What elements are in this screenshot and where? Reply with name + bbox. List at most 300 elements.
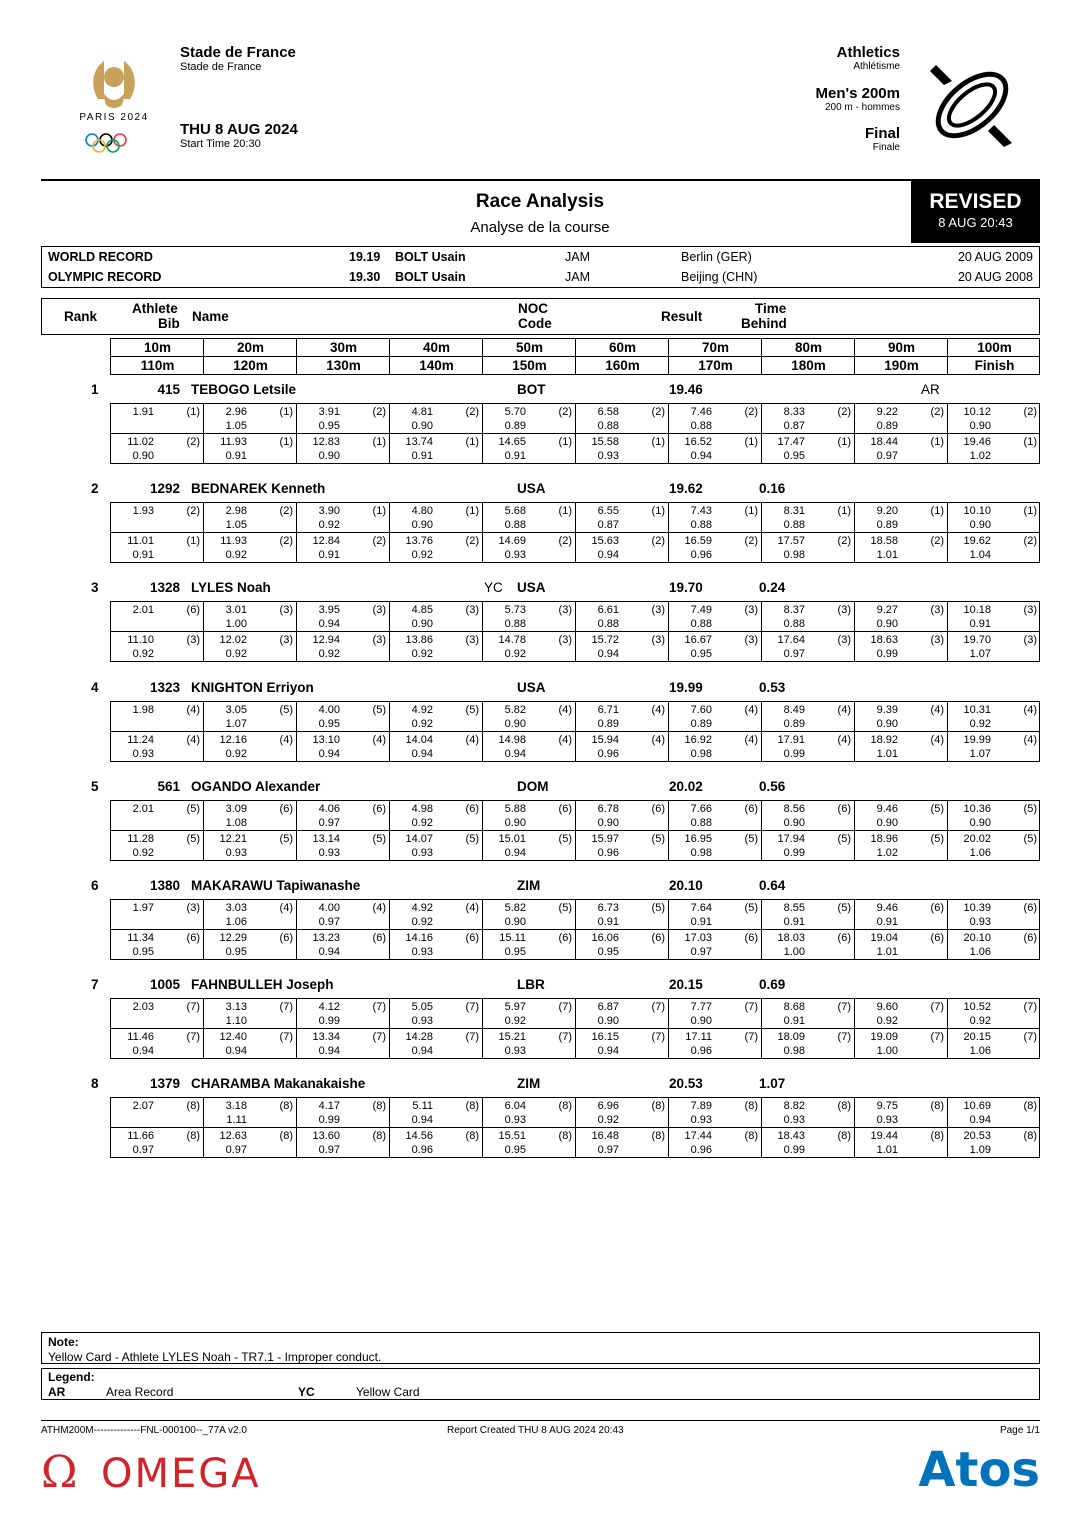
split-time: 15.97 xyxy=(591,833,619,845)
split-rank: (2) xyxy=(837,535,851,547)
split-cell xyxy=(297,602,390,632)
split-cell xyxy=(948,999,1041,1029)
split-segment-time: 0.88 xyxy=(690,618,712,630)
split-time: 13.60 xyxy=(312,1130,340,1142)
split-segment-time: 0.90 xyxy=(504,916,526,928)
split-time: 2.01 xyxy=(132,803,154,815)
athlete-row xyxy=(0,976,1080,994)
split-rank: (3) xyxy=(372,604,386,616)
split-cell xyxy=(669,801,762,831)
split-time: 10.52 xyxy=(963,1001,991,1013)
split-segment-time: 1.01 xyxy=(876,549,898,561)
split-segment-time: 0.88 xyxy=(504,519,526,531)
split-segment-time: 0.94 xyxy=(132,1045,154,1057)
paris-2024-logo xyxy=(62,55,166,155)
split-segment-time: 0.92 xyxy=(876,1015,898,1027)
split-rank: (7) xyxy=(744,1001,758,1013)
split-rank: (1) xyxy=(651,436,665,448)
athlete-time-behind: 0.53 xyxy=(759,680,786,695)
split-cell xyxy=(297,900,390,930)
split-segment-time: 0.95 xyxy=(318,718,340,730)
split-cell xyxy=(669,732,762,762)
split-time: 10.10 xyxy=(963,505,991,517)
split-cell xyxy=(669,900,762,930)
split-cell xyxy=(111,404,204,434)
split-segment-time: 0.91 xyxy=(969,618,991,630)
split-segment-time: 0.97 xyxy=(783,648,805,660)
split-cell xyxy=(576,900,669,930)
split-time: 15.11 xyxy=(499,932,526,944)
split-cell xyxy=(390,1029,483,1059)
split-rank: (7) xyxy=(837,1001,851,1013)
split-rank: (3) xyxy=(744,634,758,646)
split-time: 6.58 xyxy=(597,406,619,418)
split-cell xyxy=(204,999,297,1029)
split-segment-time: 0.99 xyxy=(783,847,805,859)
split-time: 1.97 xyxy=(132,902,154,914)
athlete-name: OGANDO Alexander xyxy=(191,779,321,794)
split-time: 11.28 xyxy=(127,833,154,845)
split-cell xyxy=(204,632,297,662)
split-segment-time: 0.95 xyxy=(504,946,526,958)
split-time: 18.09 xyxy=(777,1031,805,1043)
split-segment-time: 0.90 xyxy=(132,450,154,462)
split-distance: 30m xyxy=(329,340,358,355)
split-time: 12.94 xyxy=(312,634,340,646)
split-grid xyxy=(110,502,1040,563)
split-time: 10.69 xyxy=(963,1100,991,1112)
split-rank: (8) xyxy=(558,1100,572,1112)
split-cell xyxy=(762,632,855,662)
split-cell xyxy=(111,801,204,831)
split-rank: (2) xyxy=(558,406,572,418)
legend-code-ar: AR xyxy=(48,1385,66,1399)
split-time: 6.87 xyxy=(597,1001,619,1013)
split-cell xyxy=(576,732,669,762)
split-segment-time: 0.92 xyxy=(504,648,526,660)
split-time: 6.04 xyxy=(504,1100,526,1112)
split-rank: (1) xyxy=(558,505,572,517)
athlete-result: 19.46 xyxy=(669,382,703,397)
split-cell xyxy=(204,831,297,861)
split-rank: (6) xyxy=(372,932,386,944)
split-segment-time: 0.90 xyxy=(504,718,526,730)
split-segment-time: 0.91 xyxy=(783,1015,805,1027)
split-cell xyxy=(204,1029,297,1059)
split-segment-time: 0.94 xyxy=(318,618,340,630)
split-cell xyxy=(762,1098,855,1128)
athlete-rank: 4 xyxy=(91,680,99,695)
split-time: 2.96 xyxy=(225,406,247,418)
athlete-bib: 1328 xyxy=(149,580,180,595)
split-segment-time: 0.92 xyxy=(132,847,154,859)
split-segment-time: 0.94 xyxy=(597,1045,619,1057)
split-cell xyxy=(390,930,483,960)
split-segment-time: 0.94 xyxy=(597,648,619,660)
split-segment-time: 0.90 xyxy=(504,817,526,829)
split-distance: 180m xyxy=(791,358,826,373)
split-segment-time: 0.90 xyxy=(411,420,433,432)
split-time: 17.94 xyxy=(777,833,805,845)
split-rank: (5) xyxy=(930,803,944,815)
atos-logo: Atos xyxy=(918,1442,1040,1498)
split-segment-time: 1.07 xyxy=(225,718,247,730)
athlete-row xyxy=(0,778,1080,796)
split-rank: (3) xyxy=(837,634,851,646)
split-distance: 50m xyxy=(515,340,544,355)
split-grid xyxy=(110,899,1040,960)
split-time: 9.46 xyxy=(876,902,898,914)
split-cell xyxy=(576,602,669,632)
split-rank: (5) xyxy=(837,902,851,914)
split-cell xyxy=(762,801,855,831)
split-time: 4.17 xyxy=(318,1100,340,1112)
grid-line xyxy=(111,631,1039,632)
split-cell xyxy=(390,900,483,930)
phase-name: Final xyxy=(864,125,900,142)
split-segment-time: 0.93 xyxy=(225,847,247,859)
split-rank: (5) xyxy=(465,704,479,716)
split-segment-time: 1.06 xyxy=(969,847,991,859)
split-rank: (7) xyxy=(465,1001,479,1013)
split-distance: 150m xyxy=(512,358,547,373)
split-time: 14.28 xyxy=(405,1031,433,1043)
athlete-rank: 8 xyxy=(91,1076,99,1091)
split-cell xyxy=(297,503,390,533)
split-rank: (8) xyxy=(558,1130,572,1142)
split-time: 3.03 xyxy=(225,902,247,914)
record-place: Beijing (CHN) xyxy=(681,270,758,284)
split-time: 17.44 xyxy=(684,1130,712,1142)
split-segment-time: 0.99 xyxy=(783,748,805,760)
split-rank: (1) xyxy=(744,436,758,448)
split-rank: (2) xyxy=(279,535,293,547)
split-rank: (1) xyxy=(837,505,851,517)
split-time: 11.46 xyxy=(127,1031,154,1043)
split-distance: 10m xyxy=(143,340,172,355)
split-time: 10.18 xyxy=(963,604,991,616)
split-cell xyxy=(855,632,948,662)
split-time: 11.10 xyxy=(127,634,154,646)
split-time: 7.60 xyxy=(690,704,712,716)
split-distance: 70m xyxy=(701,340,730,355)
split-time: 12.21 xyxy=(219,833,247,845)
split-time: 7.89 xyxy=(690,1100,712,1112)
athlete-name: FAHNBULLEH Joseph xyxy=(191,977,334,992)
column-header xyxy=(41,298,1040,335)
athlete-rank: 7 xyxy=(91,977,99,992)
split-segment-time: 0.87 xyxy=(597,519,619,531)
split-cell xyxy=(669,1128,762,1158)
grid-line xyxy=(111,1127,1039,1128)
split-rank: (6) xyxy=(558,932,572,944)
split-cell xyxy=(204,732,297,762)
split-segment-time: 0.93 xyxy=(504,549,526,561)
split-cell xyxy=(204,533,297,563)
split-rank: (3) xyxy=(651,604,665,616)
split-time: 14.16 xyxy=(405,932,433,944)
split-segment-time: 0.95 xyxy=(597,946,619,958)
split-grid xyxy=(110,1097,1040,1158)
split-rank: (2) xyxy=(1023,406,1037,418)
split-time: 15.72 xyxy=(591,634,619,646)
split-segment-time: 0.97 xyxy=(318,1144,340,1156)
split-cell xyxy=(669,702,762,732)
legend-desc-yc: Yellow Card xyxy=(356,1385,420,1399)
split-rank: (8) xyxy=(279,1130,293,1142)
split-rank: (8) xyxy=(744,1100,758,1112)
split-rank: (6) xyxy=(837,932,851,944)
split-time: 5.05 xyxy=(411,1001,433,1013)
split-cell xyxy=(483,602,576,632)
col-result: Result xyxy=(661,309,703,324)
legend-box xyxy=(41,1368,1040,1400)
split-rank: (1) xyxy=(465,505,479,517)
split-cell xyxy=(297,1128,390,1158)
split-time: 13.76 xyxy=(405,535,433,547)
split-time: 11.66 xyxy=(127,1130,154,1142)
split-rank: (6) xyxy=(837,803,851,815)
split-time: 14.65 xyxy=(498,436,526,448)
split-rank: (1) xyxy=(837,436,851,448)
split-cell xyxy=(762,999,855,1029)
split-rank: (3) xyxy=(744,604,758,616)
split-cell xyxy=(390,732,483,762)
split-segment-time: 0.90 xyxy=(876,618,898,630)
split-rank: (8) xyxy=(837,1100,851,1112)
split-cell xyxy=(390,1098,483,1128)
split-distance: 170m xyxy=(698,358,733,373)
col-time-behind-1: Time xyxy=(755,301,787,316)
split-cell xyxy=(111,1098,204,1128)
split-cell xyxy=(297,1098,390,1128)
grid-line xyxy=(111,731,1039,732)
split-grid xyxy=(110,800,1040,861)
split-cell xyxy=(855,602,948,632)
split-time: 9.39 xyxy=(876,704,898,716)
split-time: 3.01 xyxy=(225,604,247,616)
split-segment-time: 0.90 xyxy=(597,817,619,829)
split-rank: (7) xyxy=(744,1031,758,1043)
page-title: Race Analysis xyxy=(475,191,605,212)
split-segment-time: 0.92 xyxy=(411,817,433,829)
split-segment-time: 0.90 xyxy=(969,519,991,531)
split-time: 15.94 xyxy=(591,734,619,746)
split-segment-time: 0.94 xyxy=(504,847,526,859)
split-distance: 140m xyxy=(419,358,454,373)
athlete-time-behind: 0.56 xyxy=(759,779,786,794)
split-cell xyxy=(948,1128,1041,1158)
split-time: 5.11 xyxy=(412,1100,433,1112)
split-rank: (5) xyxy=(651,902,665,914)
split-cell xyxy=(483,801,576,831)
split-rank: (3) xyxy=(558,604,572,616)
athlete-time-behind: 0.69 xyxy=(759,977,786,992)
record-holder: BOLT Usain xyxy=(395,250,466,264)
split-rank: (3) xyxy=(651,634,665,646)
split-rank: (3) xyxy=(837,604,851,616)
athlete-noc: DOM xyxy=(517,779,549,794)
split-rank: (5) xyxy=(1023,833,1037,845)
split-cell xyxy=(576,1029,669,1059)
split-cell xyxy=(855,930,948,960)
split-time: 14.04 xyxy=(405,734,433,746)
split-cell xyxy=(111,900,204,930)
split-time: 18.58 xyxy=(870,535,898,547)
split-segment-time: 0.91 xyxy=(597,916,619,928)
col-noc-1: NOC xyxy=(518,301,548,316)
phase-name-fr: Finale xyxy=(872,142,900,153)
split-time: 7.66 xyxy=(690,803,712,815)
split-cell xyxy=(855,533,948,563)
split-cell xyxy=(204,602,297,632)
split-time: 18.44 xyxy=(870,436,898,448)
split-segment-time: 1.06 xyxy=(969,946,991,958)
split-time: 6.55 xyxy=(597,505,619,517)
split-rank: (1) xyxy=(279,406,293,418)
athlete-bib: 1005 xyxy=(149,977,180,992)
split-rank: (8) xyxy=(372,1100,386,1112)
split-distance: 130m xyxy=(326,358,361,373)
split-cell xyxy=(576,801,669,831)
athlete-noc: ZIM xyxy=(517,1076,541,1091)
split-segment-time: 1.00 xyxy=(876,1045,898,1057)
split-segment-time: 0.93 xyxy=(876,1114,898,1126)
split-time: 5.88 xyxy=(504,803,526,815)
split-time: 4.92 xyxy=(411,902,433,914)
split-time: 14.07 xyxy=(405,833,433,845)
split-segment-time: 0.97 xyxy=(318,916,340,928)
split-time: 9.60 xyxy=(876,1001,898,1013)
split-segment-time: 0.96 xyxy=(690,1144,712,1156)
split-cell xyxy=(948,404,1041,434)
split-segment-time: 0.93 xyxy=(690,1114,712,1126)
split-cell xyxy=(111,1128,204,1158)
split-cell xyxy=(762,404,855,434)
split-cell xyxy=(111,999,204,1029)
split-time: 13.14 xyxy=(312,833,340,845)
split-rank: (4) xyxy=(744,704,758,716)
split-time: 13.74 xyxy=(405,436,433,448)
split-rank: (4) xyxy=(930,734,944,746)
split-rank: (8) xyxy=(465,1130,479,1142)
venue-name: Stade de France xyxy=(180,44,296,61)
split-cell xyxy=(669,434,762,464)
split-time: 5.82 xyxy=(504,902,526,914)
split-segment-time: 1.06 xyxy=(969,1045,991,1057)
sport-name-fr: Athlétisme xyxy=(853,61,900,72)
split-time: 4.06 xyxy=(318,803,340,815)
split-rank: (1) xyxy=(651,505,665,517)
split-rank: (2) xyxy=(837,406,851,418)
split-rank: (6) xyxy=(372,803,386,815)
split-rank: (7) xyxy=(1023,1001,1037,1013)
split-time: 20.10 xyxy=(963,932,991,944)
split-segment-time: 0.90 xyxy=(411,519,433,531)
split-cell xyxy=(390,801,483,831)
records-table xyxy=(41,246,1040,288)
split-segment-time: 1.07 xyxy=(969,748,991,760)
legend-code-yc: YC xyxy=(298,1385,315,1399)
split-time: 16.95 xyxy=(684,833,712,845)
split-rank: (8) xyxy=(837,1130,851,1142)
split-time: 4.80 xyxy=(411,505,433,517)
split-rank: (3) xyxy=(186,902,200,914)
record-date: 20 AUG 2009 xyxy=(957,250,1033,264)
athlete-time-behind: 1.07 xyxy=(759,1076,786,1091)
split-cell xyxy=(390,404,483,434)
split-time: 12.84 xyxy=(312,535,340,547)
split-rank: (6) xyxy=(465,803,479,815)
split-segment-time: 0.88 xyxy=(504,618,526,630)
split-time: 8.82 xyxy=(783,1100,805,1112)
split-rank: (8) xyxy=(1023,1100,1037,1112)
split-rank: (8) xyxy=(186,1130,200,1142)
split-cell xyxy=(390,503,483,533)
split-time: 3.05 xyxy=(225,704,247,716)
split-rank: (8) xyxy=(372,1130,386,1142)
revised-time: 8 AUG 20:43 xyxy=(938,215,1013,230)
split-segment-time: 0.91 xyxy=(690,916,712,928)
split-cell xyxy=(576,831,669,861)
split-cell xyxy=(855,1128,948,1158)
split-time: 15.63 xyxy=(591,535,619,547)
split-time: 12.63 xyxy=(219,1130,247,1142)
split-segment-time: 0.94 xyxy=(690,450,712,462)
split-segment-time: 0.92 xyxy=(504,1015,526,1027)
split-cell xyxy=(483,1098,576,1128)
split-cell xyxy=(762,1128,855,1158)
split-segment-time: 0.94 xyxy=(411,1114,433,1126)
col-rank: Rank xyxy=(64,309,98,324)
split-rank: (4) xyxy=(651,734,665,746)
split-rank: (3) xyxy=(465,634,479,646)
athlete-result: 20.02 xyxy=(669,779,703,794)
split-cell xyxy=(111,632,204,662)
note-box xyxy=(41,1332,1040,1364)
split-rank: (6) xyxy=(465,932,479,944)
split-segment-time: 0.90 xyxy=(876,718,898,730)
split-segment-time: 0.99 xyxy=(318,1114,340,1126)
grid-line xyxy=(111,830,1039,831)
split-segment-time: 0.96 xyxy=(411,1144,433,1156)
split-time: 5.68 xyxy=(504,505,526,517)
split-time: 11.24 xyxy=(127,734,154,746)
split-segment-time: 0.94 xyxy=(318,748,340,760)
split-rank: (5) xyxy=(372,704,386,716)
split-rank: (3) xyxy=(558,634,572,646)
split-segment-time: 0.93 xyxy=(411,847,433,859)
split-time: 11.01 xyxy=(127,535,154,547)
split-segment-time: 1.04 xyxy=(969,549,991,561)
split-cell xyxy=(669,404,762,434)
split-rank: (2) xyxy=(186,436,200,448)
split-segment-time: 0.99 xyxy=(876,648,898,660)
athlete-rank: 2 xyxy=(91,481,99,496)
revised-badge xyxy=(911,180,1040,243)
split-rank: (6) xyxy=(1023,902,1037,914)
split-segment-time: 0.88 xyxy=(597,618,619,630)
split-segment-time: 0.92 xyxy=(318,519,340,531)
split-time: 4.92 xyxy=(411,704,433,716)
split-segment-time: 0.94 xyxy=(225,1045,247,1057)
split-time: 16.06 xyxy=(591,932,619,944)
col-name: Name xyxy=(192,309,229,324)
split-segment-time: 1.08 xyxy=(225,817,247,829)
split-cell xyxy=(669,602,762,632)
split-segment-time: 0.90 xyxy=(318,450,340,462)
split-rank: (3) xyxy=(279,634,293,646)
